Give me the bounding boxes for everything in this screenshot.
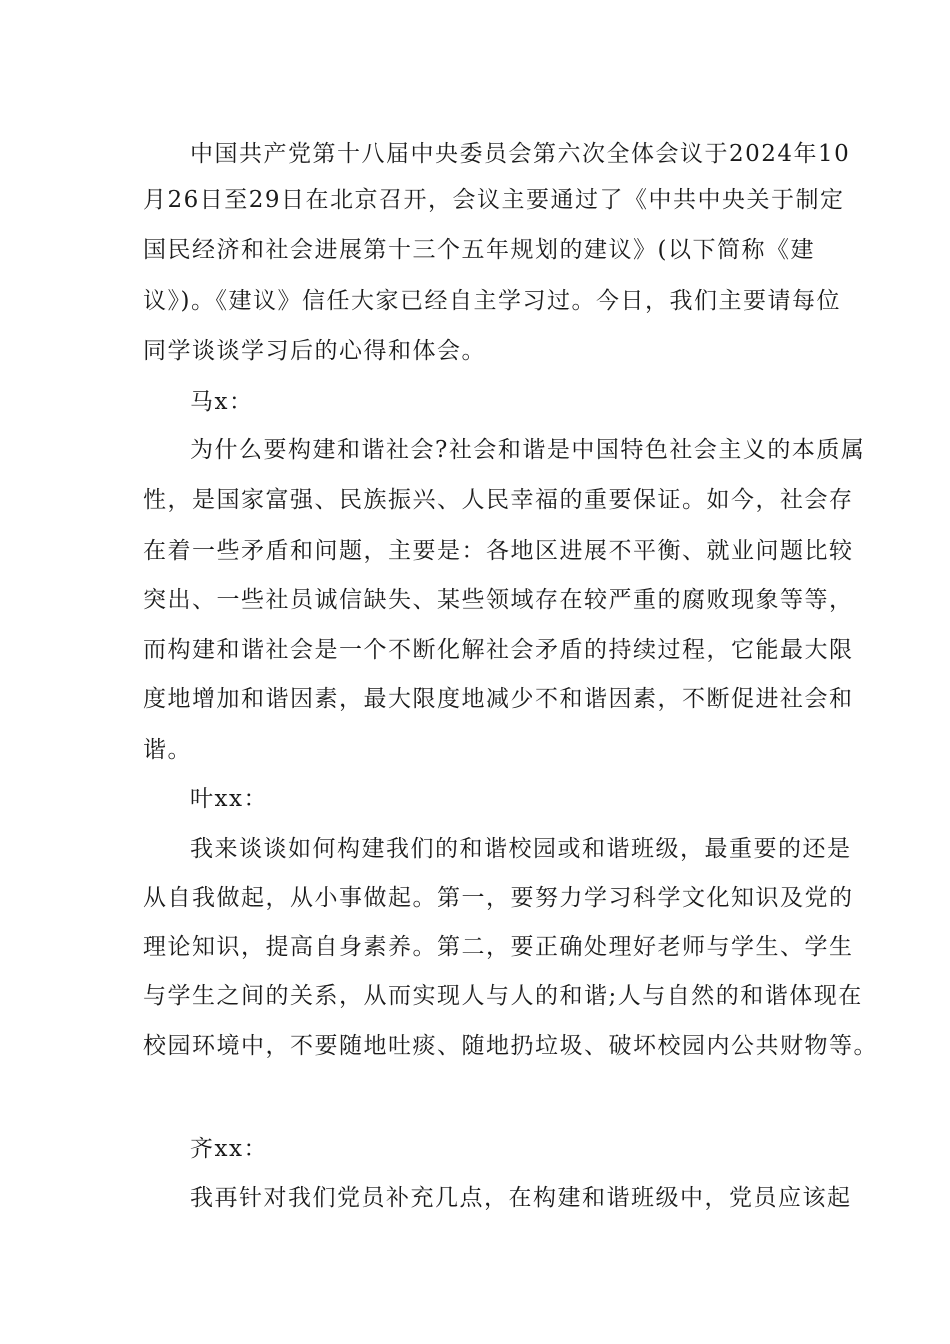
speech-line: 性，是国家富强、民族振兴、人民幸福的重要保证。如今，社会存 xyxy=(143,487,854,513)
intro-line-3: 国民经济和社会进展第十三个五年规划的建议》(以下简称《建 xyxy=(143,237,815,263)
speech-line: 我再针对我们党员补充几点，在构建和谐班级中，党员应该起 xyxy=(190,1185,852,1211)
speech-line: 我来谈谈如何构建我们的和谐校园或和谐班级，最重要的还是 xyxy=(190,836,852,862)
speech-line: 校园环境中，不要随地吐痰、随地扔垃圾、破坏校园内公共财物等。 xyxy=(143,1033,878,1059)
speech-line: 谐。 xyxy=(143,737,192,763)
speaker-name-ye: 叶xx： xyxy=(190,786,268,812)
speaker-name-ma: 马x： xyxy=(190,389,254,415)
intro-line-2: 月26日至29日在北京召开，会议主要通过了《中共中央关于制定 xyxy=(143,187,845,213)
intro-line-4: 议》)。《建议》信任大家已经自主学习过。今日，我们主要请每位 xyxy=(143,288,841,314)
speech-line: 度地增加和谐因素，最大限度地减少不和谐因素，不断促进社会和 xyxy=(143,686,854,712)
speech-line: 与学生之间的关系，从而实现人与人的和谐;人与自然的和谐体现在 xyxy=(143,983,863,1009)
speech-line: 突出、一些社员诚信缺失、某些领域存在较严重的腐败现象等等， xyxy=(143,587,854,613)
speech-line: 在着一些矛盾和问题，主要是：各地区进展不平衡、就业问题比较 xyxy=(143,538,854,564)
intro-line-5: 同学谈谈学习后的心得和体会。 xyxy=(143,338,486,364)
speaker-name-qi: 齐xx： xyxy=(190,1136,268,1162)
speech-line: 而构建和谐社会是一个不断化解社会矛盾的持续过程，它能最大限 xyxy=(143,637,854,663)
speech-line: 从自我做起，从小事做起。第一，要努力学习科学文化知识及党的 xyxy=(143,885,854,911)
speech-line: 为什么要构建和谐社会?社会和谐是中国特色社会主义的本质属 xyxy=(190,437,866,463)
speech-line: 理论知识，提高自身素养。第二，要正确处理好老师与学生、学生 xyxy=(143,934,854,960)
intro-line-1: 中国共产党第十八届中央委员会第六次全体会议于2024年10 xyxy=(190,141,851,167)
